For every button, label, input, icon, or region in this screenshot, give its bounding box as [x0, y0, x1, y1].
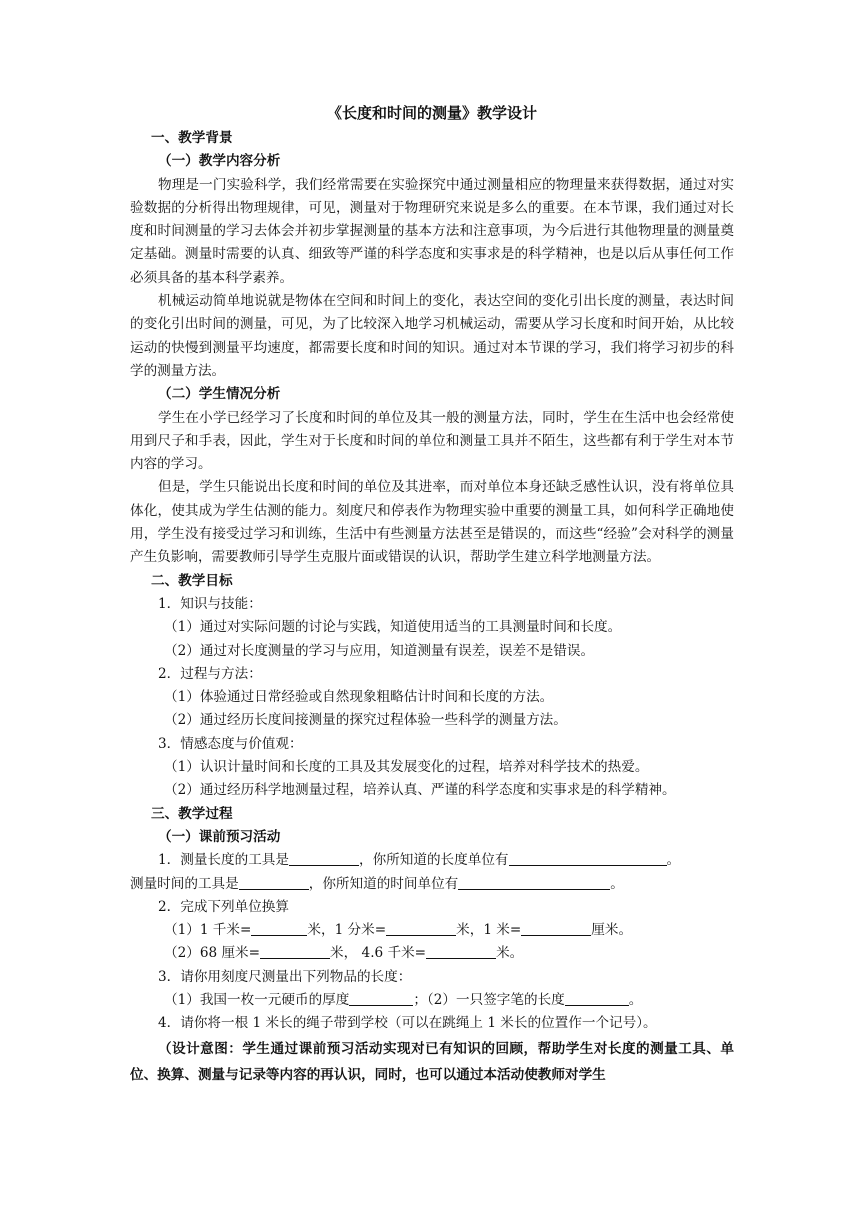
answer-blank[interactable]	[386, 920, 456, 936]
question-1	[130, 849, 734, 872]
objective-item: （1）认识计量时间和长度的工具及其发展变化的过程，培养对科学技术的热爱。	[164, 759, 649, 776]
section-heading-process: 三、教学过程	[151, 805, 233, 822]
document-title: 《长度和时间的测量》教学设计	[326, 104, 537, 122]
subsection-heading-student-analysis: （二）学生情况分析	[158, 386, 281, 403]
question-text: （1）1 千米=	[164, 922, 252, 939]
question-text: 米。	[496, 945, 524, 962]
paragraph-content-1: 物理是一门实验科学，我们经常需要在实验探究中通过测量相应的物理量来获得数据，通过对实验数据的分析得出物理规律，可见，测量对于物理研究来说是多么的重要。在本节课，我们通过对长度和时间测量的学习去体会并初步掌握测量的基本方法和注意事项，为今后进行其他物理量的测量奠定基础。测量时需要的认真、细致等严谨的科学态度和实事求是的科学精神，也是以后从事任何工作必须具备的基本科学素养。	[130, 176, 734, 286]
question-text: 米，1 分米=	[307, 922, 387, 939]
objective-item: （2）通过对长度测量的学习与应用，知道测量有误差，误差不是错误。	[164, 642, 595, 659]
answer-blank[interactable]	[565, 990, 629, 1006]
answer-blank[interactable]	[289, 850, 359, 866]
question-text: （1）我国一枚一元硬币的厚度	[164, 991, 350, 1008]
answer-blank[interactable]	[349, 990, 413, 1006]
answer-blank[interactable]	[458, 874, 610, 890]
objective-group-knowledge: 1．知识与技能：	[158, 595, 262, 612]
objective-item: （1）通过对实际问题的讨论与实践，知道使用适当的工具测量时间和长度。	[164, 619, 622, 636]
question-text: 。	[666, 852, 681, 869]
question-text: 米，1 米=	[456, 922, 522, 939]
objective-item: （1）体验通过日常经验或自然现象粗略估计时间和长度的方法。	[164, 689, 554, 706]
question-text: 厘米。	[591, 922, 633, 939]
answer-blank[interactable]	[239, 874, 309, 890]
paragraph-student-1: 学生在小学已经学习了长度和时间的单位及其一般的测量方法，同时，学生在生活中也会经常使用到尺子和手表，因此，学生对于长度和时间的单位和测量工具并不陌生，这些都有利于学生对本节内容的学习。	[130, 409, 734, 473]
paragraph-content-2: 机械运动简单地说就是物体在空间和时间上的变化，表达空间的变化引出长度的测量，表达时间的变化引出时间的测量，可见，为了比较深入地学习机械运动，需要从学习长度和时间开始，从比较运动的快慢到测量平均速度，都需要长度和时间的知识。通过对本节课的学习，我们将学习初步的科学的测量方法。	[130, 293, 734, 379]
question-text: ，你所知道的时间单位有	[308, 875, 459, 892]
question-2: 2．完成下列单位换算	[158, 898, 289, 915]
objective-item: （2）通过经历科学地测量过程，培养认真、严谨的科学态度和实事求是的科学精神。	[164, 782, 676, 799]
objective-group-attitude: 3．情感态度与价值观：	[158, 735, 303, 752]
question-4: 4．请你将一根 1 米长的绳子带到学校（可以在跳绳上 1 米长的位置作一个记号）。	[158, 1015, 657, 1032]
answer-blank[interactable]	[251, 920, 307, 936]
subsection-heading-preview: （一）课前预习活动	[158, 828, 281, 845]
objective-group-process: 2．过程与方法：	[158, 665, 262, 682]
question-text: 。	[628, 991, 643, 1008]
question-text: 。	[610, 875, 624, 892]
design-intent-note: （设计意图：学生通过课前预习活动实现对已有知识的回顾，帮助学生对长度的测量工具、单位、换算、测量与记录等内容的再认识，同时，也可以通过本活动使教师对学生	[130, 1040, 734, 1083]
question-3a	[130, 989, 734, 1012]
question-2b	[130, 942, 734, 965]
question-text: 米， 4.6 千米=	[330, 945, 427, 962]
section-heading-background: 一、教学背景	[151, 130, 233, 146]
question-text: ；（2）一只签字笔的长度	[413, 991, 565, 1008]
paragraph-student-2: 但是，学生只能说出长度和时间的单位及其进率，而对单位本身还缺乏感性认识，没有将单位具体化，使其成为学生估测的能力。刻度尺和停表作为物理实验中重要的测量工具，如何科学正确地使用，学生没有接受过学习和训练，生活中有些测量方法甚至是错误的，而这些“经验”会对科学的测量产生负影响，需要教师引导学生克服片面或错误的认识，帮助学生建立科学地测量方法。	[130, 479, 734, 566]
question-text: （2）68 厘米=	[164, 945, 261, 962]
question-text: 1．测量长度的工具是	[158, 852, 289, 869]
question-text: ，你所知道的长度单位有	[359, 852, 509, 869]
answer-blank[interactable]	[521, 920, 591, 936]
question-text: 测量时间的工具是	[130, 875, 239, 892]
objective-item: （2）通过经历长度间接测量的探究过程体验一些科学的测量方法。	[164, 712, 567, 729]
question-2a	[130, 919, 734, 942]
answer-blank[interactable]	[260, 943, 330, 959]
section-heading-objectives: 二、教学目标	[151, 572, 233, 589]
question-3: 3．请你用刻度尺测量出下列物品的长度：	[158, 968, 412, 985]
subsection-heading-content-analysis: （一）教学内容分析	[158, 153, 281, 170]
answer-blank[interactable]	[426, 943, 496, 959]
document-body	[130, 101, 734, 1088]
answer-blank[interactable]	[509, 850, 667, 866]
question-1-continued	[130, 873, 734, 896]
